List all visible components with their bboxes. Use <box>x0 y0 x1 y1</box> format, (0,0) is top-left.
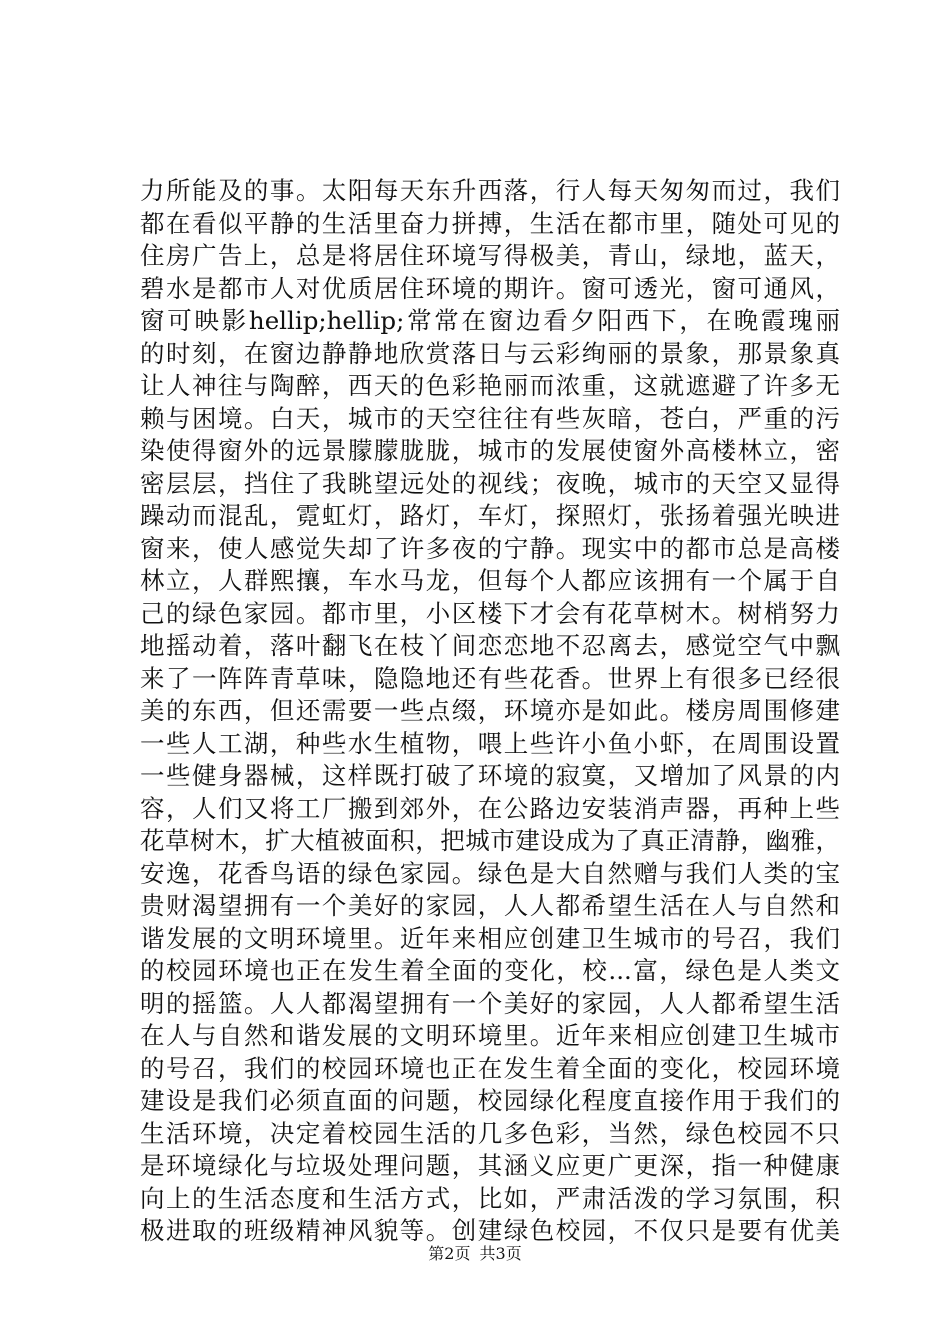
text-line: 窗可映影hellip;hellip;常常在窗边看夕阳西下，在晚霞瑰丽 <box>140 306 840 335</box>
text-line: 建设是我们必须直面的问题，校园绿化程度直接作用于我们的 <box>140 1086 840 1115</box>
text-line: 的时刻，在窗边静静地欣赏落日与云彩绚丽的景象，那景象真 <box>140 338 840 368</box>
text-line: 谐发展的文明环境里。近年来相应创建卫生城市的号召，我们 <box>140 923 840 953</box>
text-line: 力所能及的事。太阳每天东升西落，行人每天匆匆而过，我们 <box>140 176 840 205</box>
text-line: 生活环境，决定着校园生活的几多色彩，当然，绿色校园不只 <box>140 1118 840 1148</box>
text-line: 的号召，我们的校园环境也正在发生着全面的变化，校园环境 <box>140 1053 840 1083</box>
text-line: 林立，人群熙攘，车水马龙，但每个人都应该拥有一个属于自 <box>140 566 840 595</box>
text-line: 来了一阵阵青草味，隐隐地还有些花香。世界上有很多已经很 <box>140 663 840 693</box>
text-line: 赖与困境。白天，城市的天空往往有些灰暗，苍白，严重的污 <box>140 403 840 433</box>
text-line: 一些人工湖，种些水生植物，喂上些许小鱼小虾，在周围设置 <box>140 728 840 758</box>
text-line: 安逸，花香鸟语的绿色家园。绿色是大自然赠与我们人类的宝 <box>140 858 840 888</box>
page-footer <box>0 1241 950 1264</box>
page-number-current: 第2页 <box>428 1244 471 1263</box>
page-number-total: 共3页 <box>479 1244 522 1263</box>
text-line: 己的绿色家园。都市里，小区楼下才会有花草树木。树梢努力 <box>140 598 840 628</box>
text-line: 染使得窗外的远景朦朦胧胧，城市的发展使窗外高楼林立，密 <box>140 436 840 465</box>
text-line: 密层层，挡住了我眺望远处的视线；夜晚，城市的天空又显得 <box>140 468 840 498</box>
text-line: 一些健身器械，这样既打破了环境的寂寞，又增加了风景的内 <box>140 761 840 790</box>
text-line: 让人神往与陶醉，西天的色彩艳丽而浓重，这就遮避了许多无 <box>140 371 840 400</box>
text-line: 躁动而混乱，霓虹灯，路灯，车灯，探照灯，张扬着强光映进 <box>140 501 840 530</box>
text-line: 在人与自然和谐发展的文明环境里。近年来相应创建卫生城市 <box>140 1021 840 1050</box>
text-line: 容，人们又将工厂搬到郊外，在公路边安装消声器，再种上些 <box>140 793 840 823</box>
text-line: 贵财渴望拥有一个美好的家园，人人都希望生活在人与自然和 <box>140 891 840 920</box>
text-line: 明的摇篮。人人都渴望拥有一个美好的家园，人人都希望生活 <box>140 988 840 1018</box>
text-line: 花草树木，扩大植被面积，把城市建设成为了真正清静，幽雅， <box>140 826 840 855</box>
text-line: 向上的生活态度和生活方式，比如，严肃活泼的学习氛围，积 <box>140 1183 840 1213</box>
text-line: 是环境绿化与垃圾处理问题，其涵义应更广更深，指一种健康 <box>140 1151 840 1180</box>
text-line: 碧水是都市人对优质居住环境的期许。窗可透光，窗可通风， <box>140 273 840 303</box>
text-line: 住房广告上，总是将居住环境写得极美，青山，绿地，蓝天， <box>140 241 840 270</box>
text-line: 极进取的班级精神风貌等。创建绿色校园，不仅只是要有优美 <box>140 1216 840 1245</box>
text-line: 窗来，使人感觉失却了许多夜的宁静。现实中的都市总是高楼 <box>140 533 840 563</box>
body-text <box>140 175 840 1248</box>
text-line: 的校园环境也正在发生着全面的变化，校...富，绿色是人类文 <box>140 956 840 985</box>
text-line: 地摇动着，落叶翻飞在枝丫间恋恋地不忍离去，感觉空气中飘 <box>140 631 840 660</box>
text-line: 都在看似平静的生活里奋力拼搏，生活在都市里，随处可见的 <box>140 208 840 238</box>
text-line: 美的东西，但还需要一些点缀，环境亦是如此。楼房周围修建 <box>140 696 840 725</box>
